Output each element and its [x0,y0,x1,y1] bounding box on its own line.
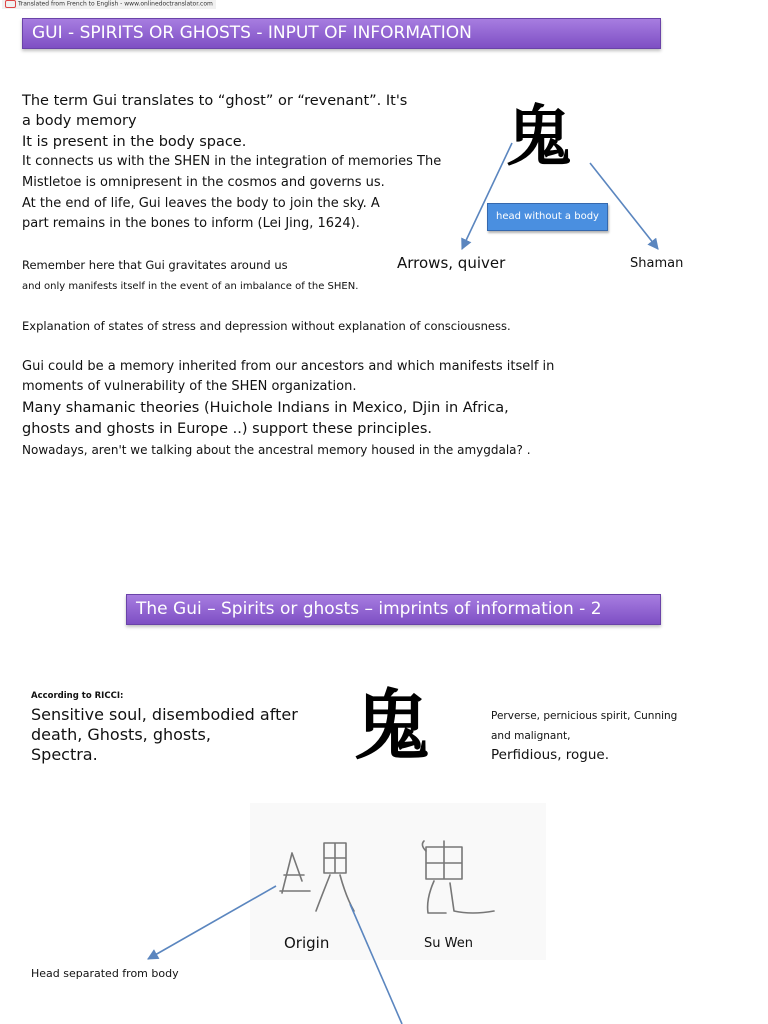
p3-line2: part remains in the bones to inform (Lei Jing, 1624). [22,216,360,231]
shaman-label: Shaman [630,256,684,271]
p1-line3: It is present in the body space. [22,134,247,150]
arrow-to-head-separated [148,886,276,959]
sensitive-line2: death, Ghosts, ghosts, [31,725,211,744]
arrow-to-shaman [590,163,658,249]
slide1-banner: GUI - SPIRITS OR GHOSTS - INPUT OF INFORMATION [22,18,661,49]
shamanic-line2: ghosts and ghosts in Europe ..) support these principles. [22,421,433,437]
remember-line1: Remember here that Gui gravitates around us [22,258,288,272]
shamanic-line1: Many shamanic theories (Huichole Indians in Mexico, Djin in Africa, [22,400,509,416]
gui-character: 鬼 [506,97,572,175]
p3-line1: At the end of life, Gui leaves the body to join the sky. A [22,196,380,211]
head-separated-label: Head separated from body [31,967,179,980]
p2-line1: It connects us with the SHEN in the integration of memories The [22,154,442,169]
p1-line2: a body memory [22,113,137,129]
arrow-down [350,904,402,1024]
slide2-banner: The Gui – Spirits or ghosts – imprints of information - 2 [126,594,661,625]
explanation-text: Explanation of states of stress and depression without explanation of consciousness. [22,319,511,333]
arrow-to-quiver [462,143,512,249]
perfidious-text: Perfidious, rogue. [491,747,610,763]
memory-line2: moments of vulnerability of the SHEN organization. [22,379,357,394]
sensitive-line1: Sensitive soul, disembodied after [31,705,298,724]
perverse-line1: Perverse, pernicious spirit, Cunning [491,710,678,722]
memory-line1: Gui could be a memory inherited from our ancestors and which manifests itself in [22,359,555,374]
p2-line2: Mistletoe is omnipresent in the cosmos and governs us. [22,175,385,190]
translation-note-text: Translated from French to English - www.onlinedoctranslator.com [18,0,213,8]
su-wen-label: Su Wen [424,936,473,951]
according-label: According to RICCI: [31,691,124,701]
gui-character-2: 鬼 [354,681,430,770]
sensitive-line3: Spectra. [31,745,98,764]
p1-line1: The term Gui translates to “ghost” or “revenant”. It's [22,93,408,109]
nowadays-text: Nowadays, aren't we talking about the ancestral memory housed in the amygdala? . [22,443,531,457]
arrows-quiver-label: Arrows, quiver [397,254,506,272]
origin-label: Origin [284,934,330,952]
perverse-line2: and malignant, [491,730,571,742]
head-without-body-label: head without a body [487,203,608,231]
remember-line2: and only manifests itself in the event of an imbalance of the SHEN. [22,281,359,292]
